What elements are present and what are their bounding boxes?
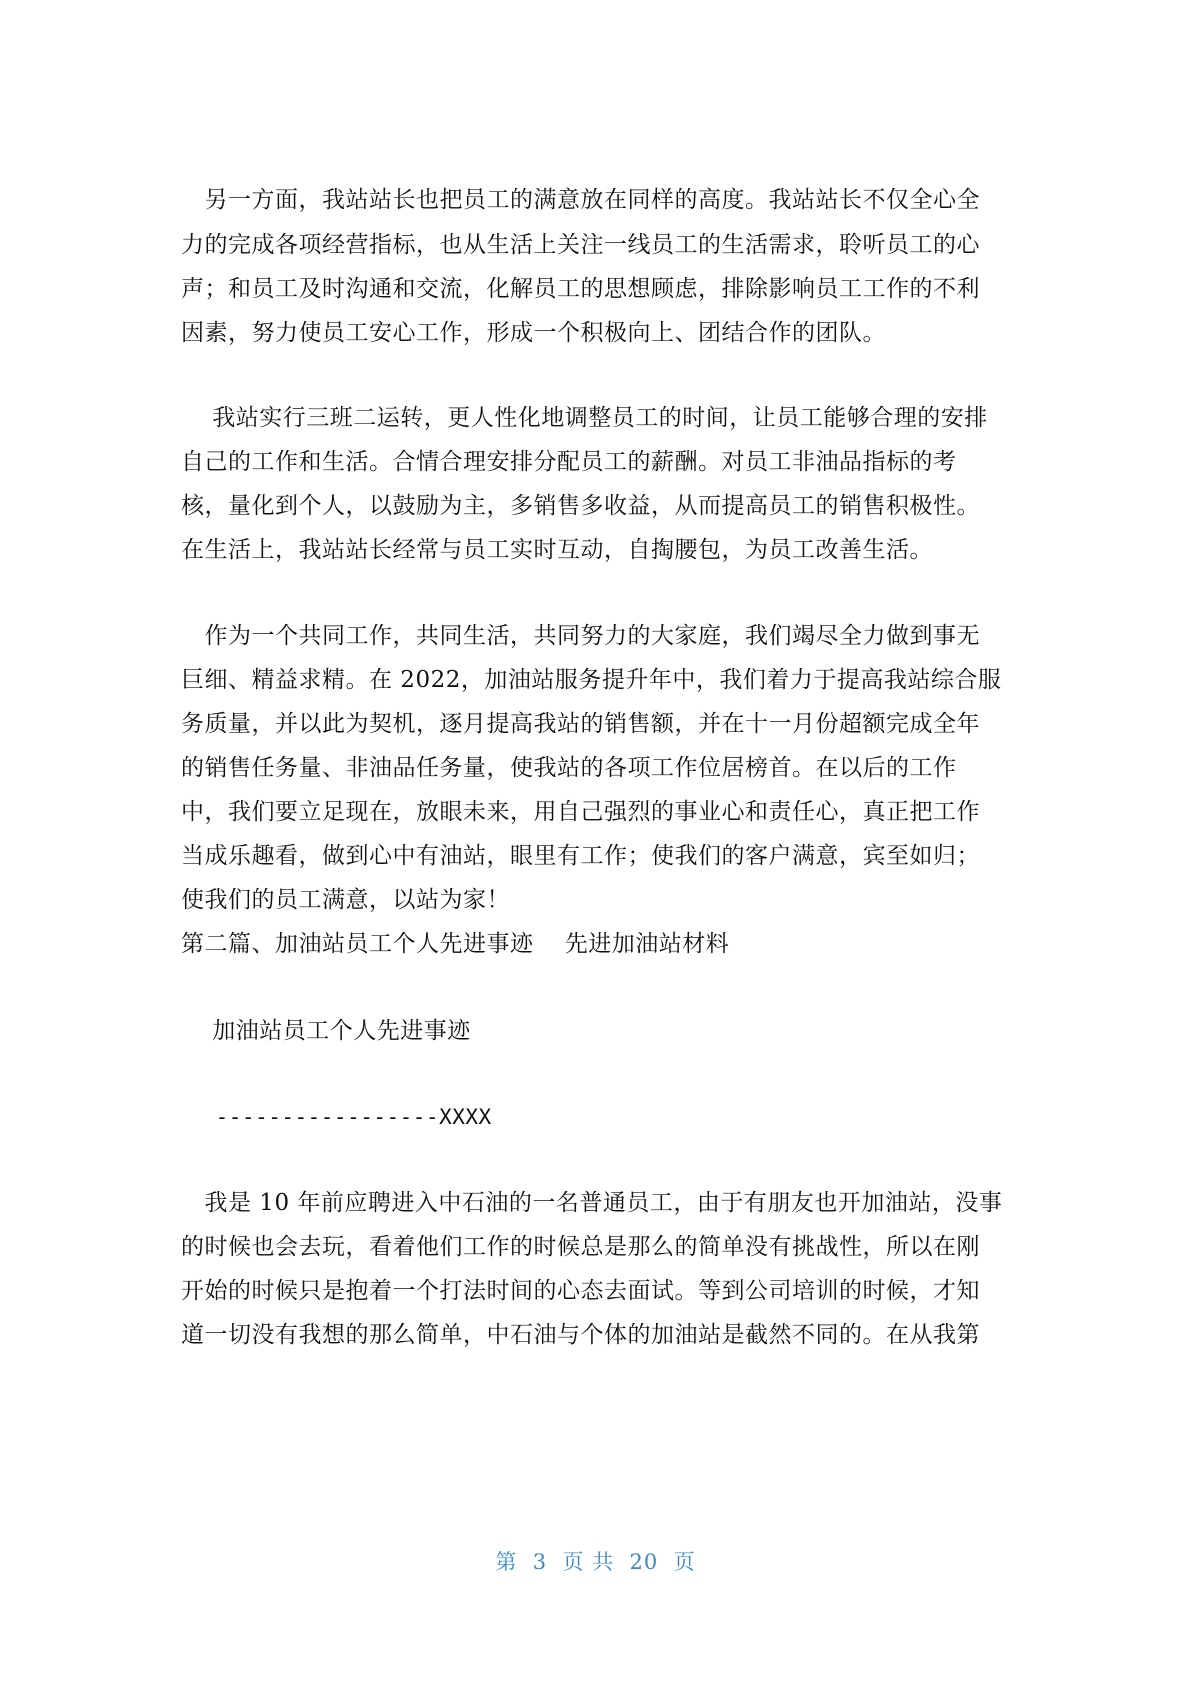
article-title: 加油站员工个人先进事迹 (181, 1018, 471, 1044)
paragraph-3-line-1: 作为一个共同工作，共同生活，共同努力的大家庭，我们竭尽全力做到事无 (181, 623, 980, 649)
paragraph-3-line-6: 当成乐趣看，做到心中有油站，眼里有工作；使我们的客户满意，宾至如归； (181, 843, 980, 869)
paragraph-1-line-1: 另一方面，我站站长也把员工的满意放在同样的高度。我站站长不仅全心全 (181, 187, 980, 213)
paragraph-1-line-3: 声；和员工及时沟通和交流，化解员工的思想顾虑，排除影响员工工作的不利 (181, 276, 980, 302)
paragraph-4-line-4: 道一切没有我想的那么简单，中石油与个体的加油站是截然不同的。在从我第 (181, 1322, 980, 1348)
paragraph-2-line-3: 核，量化到个人，以鼓励为主，多销售多收益，从而提高员工的销售积极性。 (181, 493, 980, 519)
paragraph-3-line-7: 使我们的员工满意，以站为家！ (181, 887, 510, 913)
author-line: -----------------XXXX (181, 1105, 492, 1129)
paragraph-4-line-3: 开始的时候只是抱着一个打法时间的心态去面试。等到公司培训的时候，才知 (181, 1278, 980, 1304)
paragraph-3-line-2: 巨细、精益求精。在 2022，加油站服务提升年中，我们着力于提高我站综合服 (181, 667, 1002, 693)
page-number-footer: 第 3 页 共 20 页 (495, 1550, 696, 1574)
paragraph-3-line-5: 中，我们要立足现在，放眼未来，用自己强烈的事业心和责任心，真正把工作 (181, 799, 980, 825)
paragraph-2-line-1: 我站实行三班二运转，更人性化地调整员工的时间，让员工能够合理的安排 (181, 405, 988, 431)
paragraph-1-line-4: 因素，努力使员工安心工作，形成一个积极向上、团结合作的团队。 (181, 320, 886, 346)
paragraph-1-line-2: 力的完成各项经营指标，也从生活上关注一线员工的生活需求，聆听员工的心 (181, 232, 980, 258)
section-heading: 第二篇、加油站员工个人先进事迹 先进加油站材料 (181, 931, 730, 957)
paragraph-2-line-4: 在生活上，我站站长经常与员工实时互动，自掏腰包，为员工改善生活。 (181, 537, 933, 563)
paragraph-4-line-1: 我是 10 年前应聘进入中石油的一名普通员工，由于有朋友也开加油站，没事 (181, 1190, 1003, 1216)
paragraph-3-line-3: 务质量，并以此为契机，逐月提高我站的销售额，并在十一月份超额完成全年 (181, 711, 980, 737)
paragraph-3-line-4: 的销售任务量、非油品任务量，使我站的各项工作位居榜首。在以后的工作 (181, 755, 957, 781)
paragraph-2-line-2: 自己的工作和生活。合情合理安排分配员工的薪酬。对员工非油品指标的考 (181, 449, 957, 475)
paragraph-4-line-2: 的时候也会去玩，看着他们工作的时候总是那么的简单没有挑战性，所以在刚 (181, 1234, 980, 1260)
